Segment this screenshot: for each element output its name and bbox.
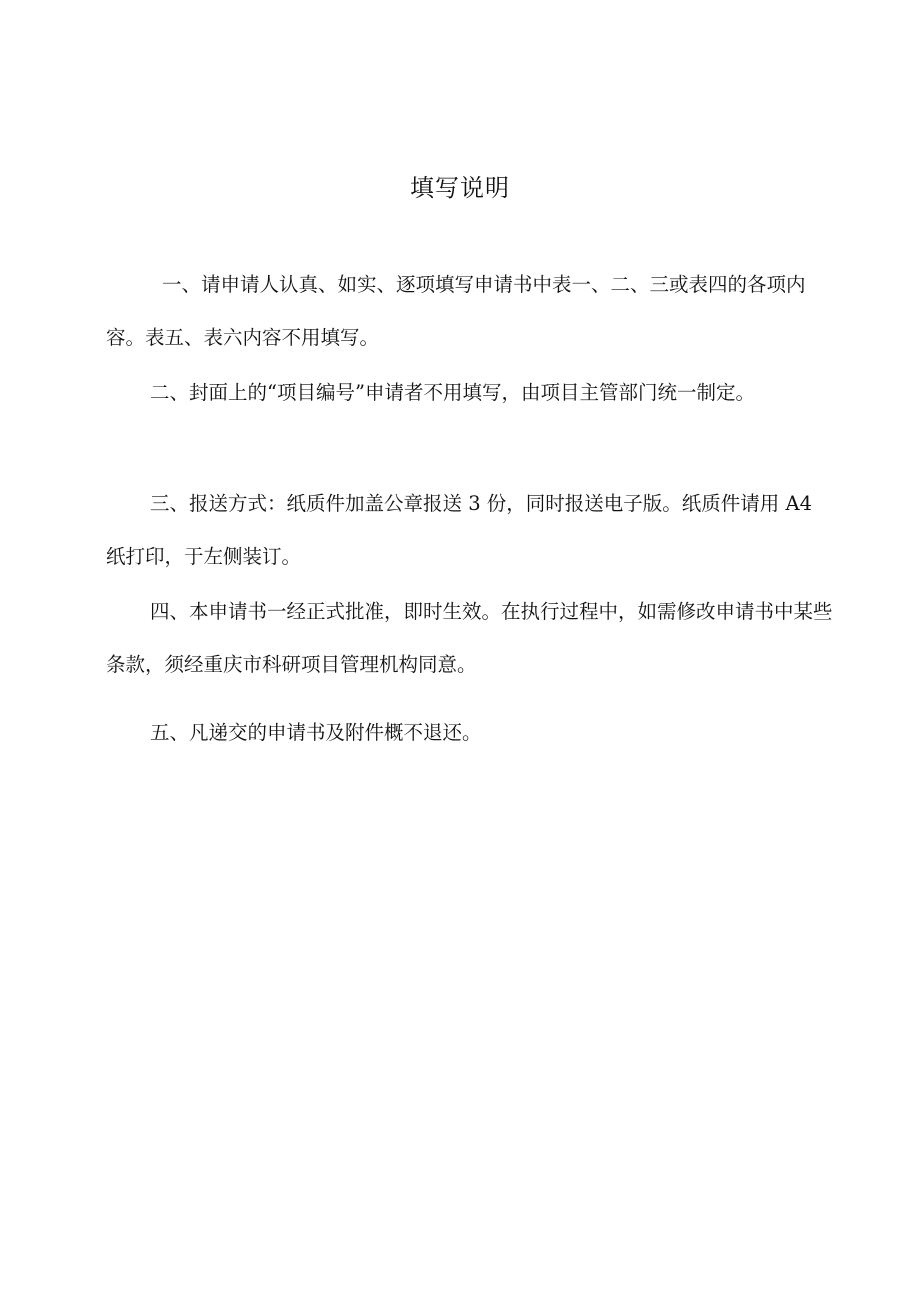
page-title: 填写说明 [410, 174, 510, 202]
instruction-paragraph-2: 二、封面上的“项目编号”申请者不用填写，由项目主管部门统一制定。 [150, 381, 755, 404]
instruction-paragraph-3: 三、报送方式：纸质件加盖公章报送 3 份，同时报送电子版。纸质件请用 A4 纸打印，于左侧装订。 [106, 492, 812, 568]
instruction-paragraph-4: 四、本申请书一经正式批准，即时生效。在执行过程中，如需修改申请书中某些条款，须经重庆市科研项目管理机构同意。 [106, 600, 833, 676]
instruction-paragraph-1: 一、请申请人认真、如实、逐项填写申请书中表一、二、三或表四的各项内容。表五、表六内容不用填写。 [106, 273, 806, 349]
instruction-paragraph-5: 五、凡递交的申请书及附件概不退还。 [150, 721, 482, 744]
